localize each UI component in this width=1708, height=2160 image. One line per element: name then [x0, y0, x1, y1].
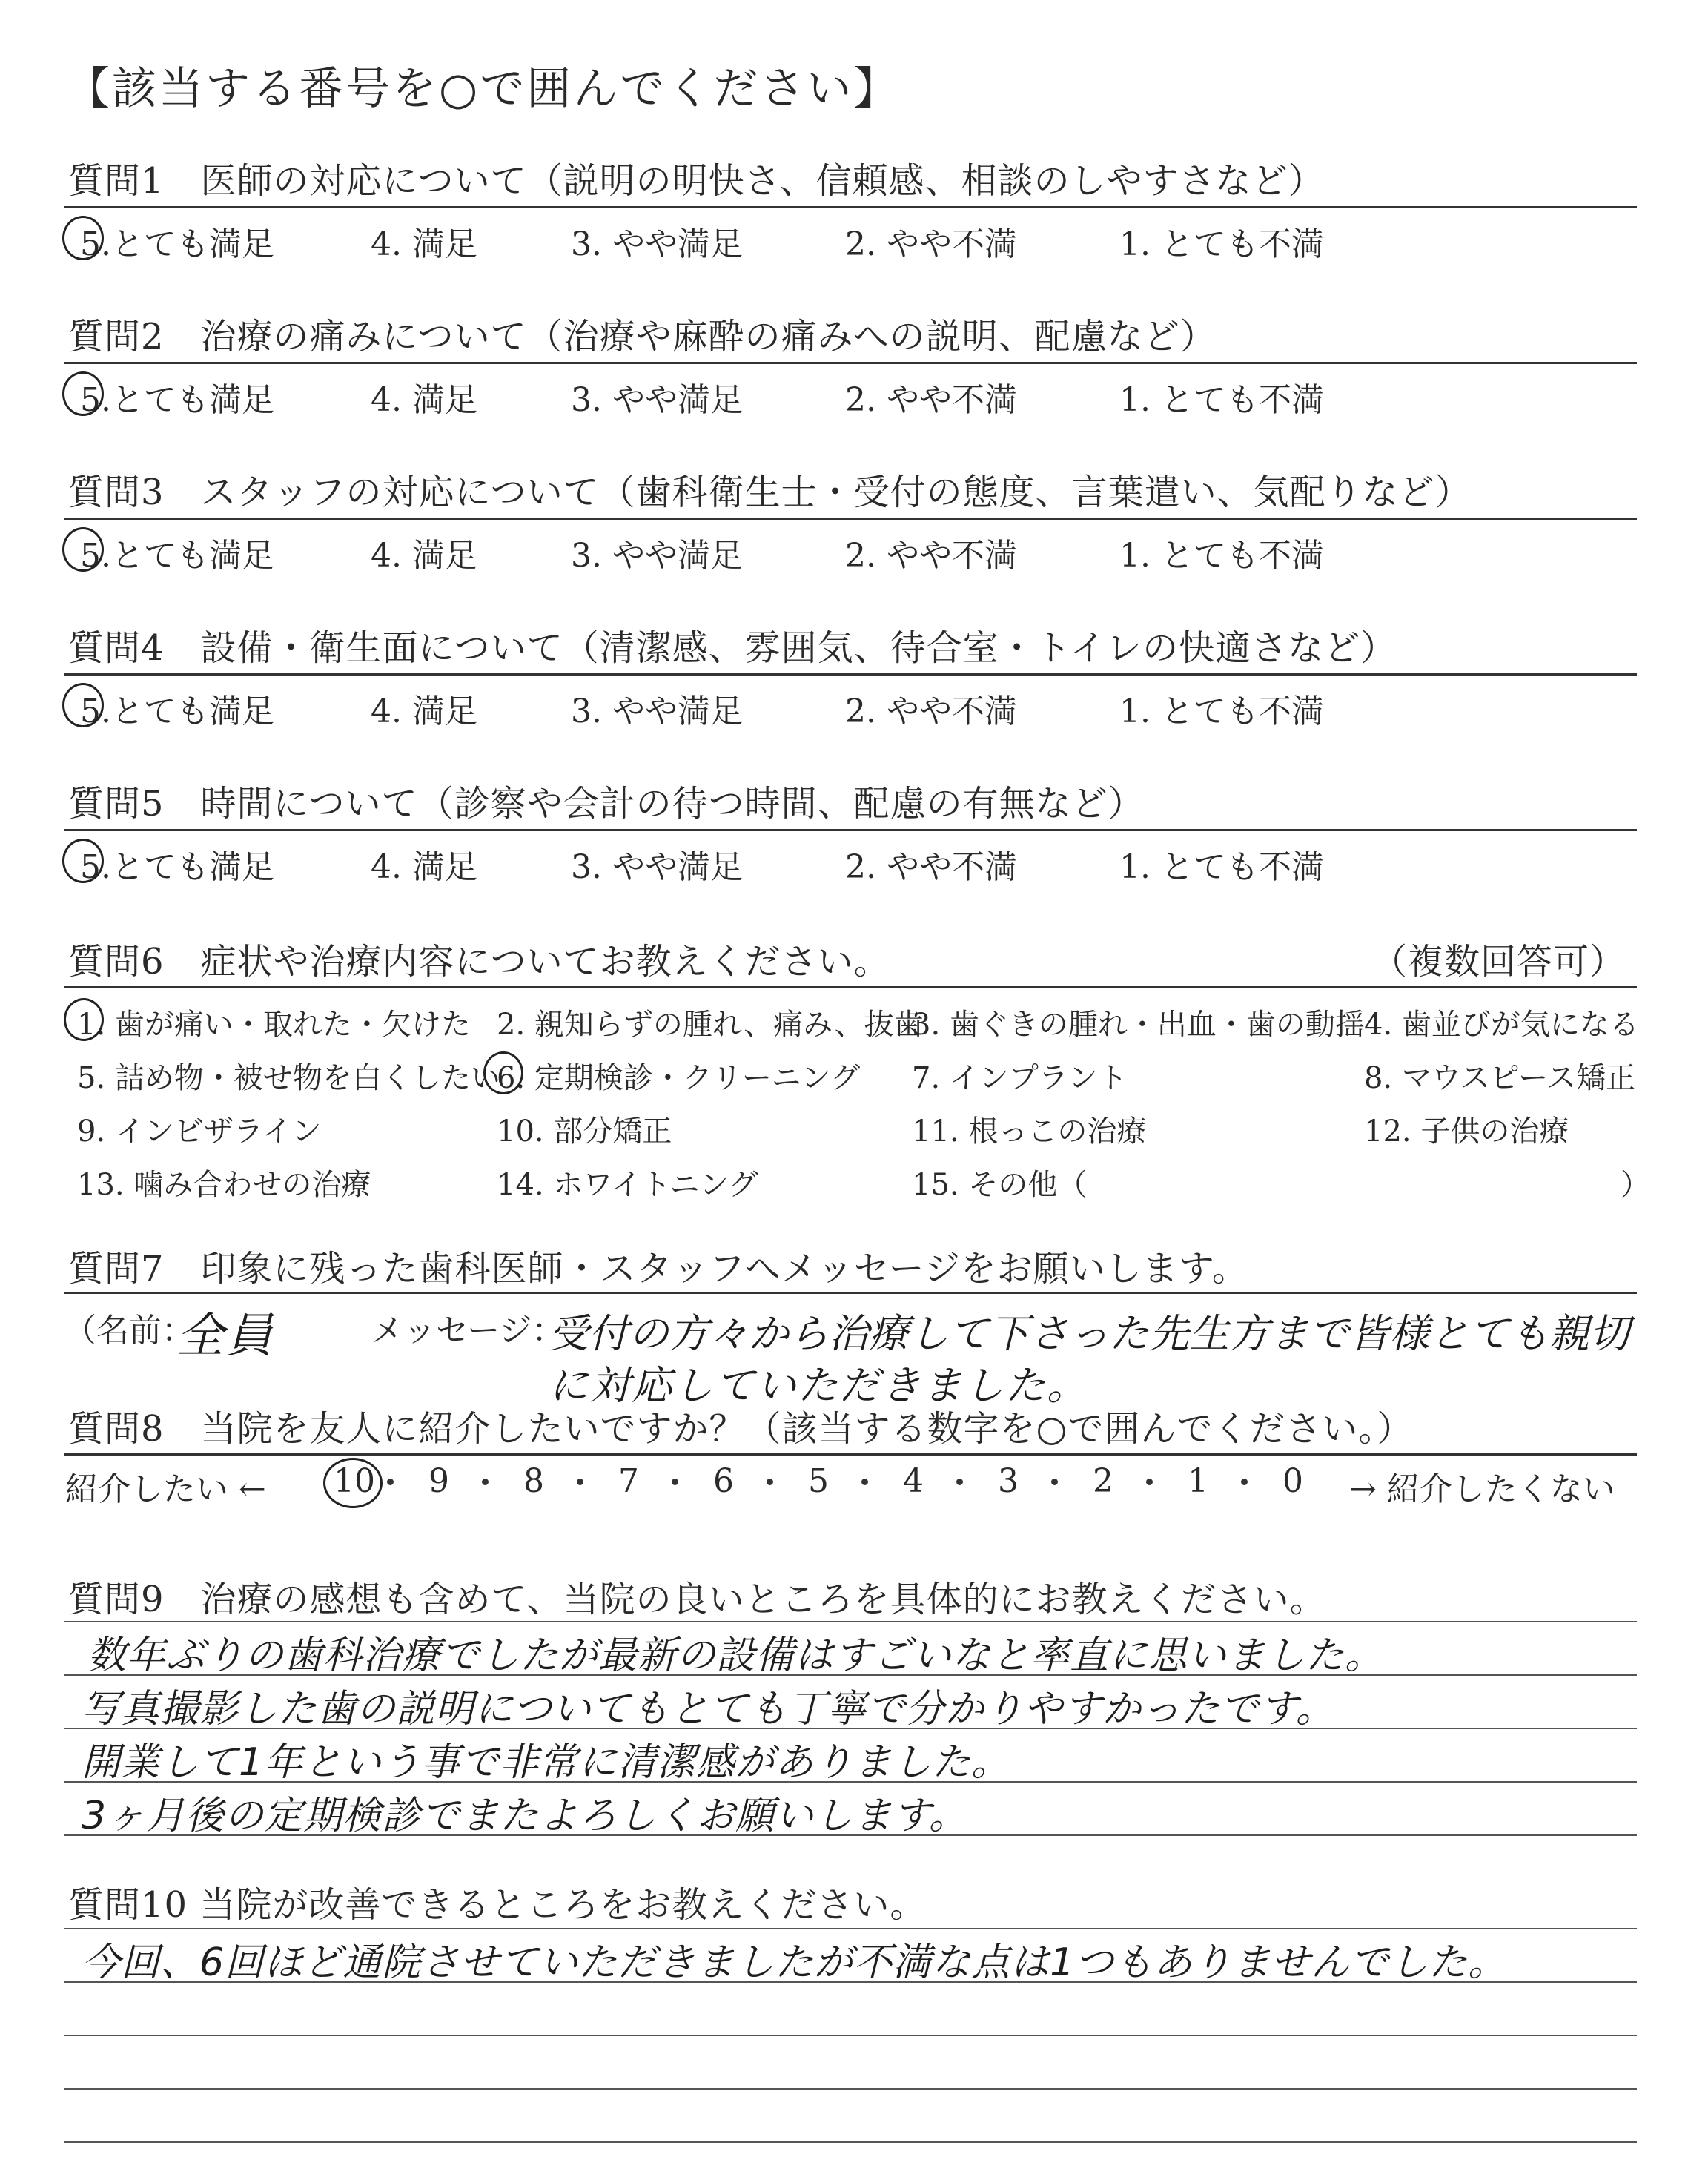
q9-answer-line-1: 数年ぶりの歯科治療でしたが最新の設備はすごいなと率直に思いました。	[87, 1634, 1385, 1678]
q1-option-5[interactable]: 5.とても満足	[80, 225, 274, 263]
q6-option-6[interactable]: 6. 定期検診・クリーニング	[497, 1061, 861, 1095]
q7-message-label: メッセージ：	[371, 1312, 565, 1350]
q6-option-5[interactable]: 5. 詰め物・被せ物を白くしたい	[77, 1061, 500, 1095]
q8-scale-5[interactable]: 5	[808, 1462, 829, 1500]
q7-name-value: 全員	[176, 1309, 274, 1364]
q2-rule	[64, 362, 1637, 364]
q4-selection-circle	[62, 683, 104, 727]
q9-answer-line-3: 開業して1年という事で非常に清潔感がありました。	[82, 1740, 1011, 1785]
q9-rule-1	[64, 1621, 1637, 1622]
q8-scale-separator	[1241, 1479, 1248, 1485]
q6-option-9[interactable]: 9. インビザライン	[77, 1114, 322, 1149]
q6-option-12[interactable]: 12. 子供の治療	[1364, 1114, 1569, 1149]
q3-rule	[64, 518, 1637, 520]
q4-option-4[interactable]: 4. 満足	[371, 693, 477, 730]
q8-scale-separator	[1051, 1479, 1058, 1485]
q6-option-10[interactable]: 10. 部分矯正	[497, 1114, 672, 1149]
q5-selection-circle	[62, 839, 104, 883]
q6-option-3[interactable]: 3. 歯ぐきの腫れ・出血・歯の動揺	[912, 1008, 1365, 1042]
q9-title: 質問9 治療の感想も含めて、当院の良いところを具体的にお教えください。	[68, 1579, 1326, 1620]
q1-option-4[interactable]: 4. 満足	[371, 225, 477, 263]
q6-option-8[interactable]: 8. マウスピース矯正	[1364, 1061, 1636, 1095]
q1-option-2[interactable]: 2. やや不満	[845, 225, 1017, 263]
q4-title: 質問4 設備・衛生面について（清潔感、雰囲気、待合室・トイレの快適さなど）	[68, 627, 1397, 669]
q6-option-14[interactable]: 14. ホワイトニング	[497, 1168, 758, 1202]
q8-right-label: → 紹介したくない	[1349, 1470, 1615, 1508]
q10-rule-5	[64, 2141, 1637, 2143]
q5-option-4[interactable]: 4. 満足	[371, 848, 477, 886]
q5-title: 質問5 時間について（診察や会計の待つ時間、配慮の有無など）	[68, 783, 1145, 825]
q2-option-2[interactable]: 2. やや不満	[845, 381, 1017, 419]
q8-scale-2[interactable]: 2	[1093, 1462, 1113, 1500]
q10-rule-3	[64, 2035, 1637, 2036]
q7-name-label: （名前：	[64, 1312, 194, 1350]
q8-selection-circle	[323, 1458, 383, 1508]
q10-answer-line-1: 今回、6回ほど通院させていただきましたが不満な点は1つもありませんでした。	[82, 1941, 1508, 1985]
q8-scale-10[interactable]: 10	[334, 1462, 375, 1500]
q10-rule-1	[64, 1928, 1637, 1929]
q6-option-13[interactable]: 13. 噛み合わせの治療	[77, 1168, 371, 1202]
q2-selection-circle	[62, 371, 104, 416]
q8-scale-separator	[767, 1479, 773, 1485]
q8-scale-3[interactable]: 3	[998, 1462, 1019, 1500]
q6-option-11[interactable]: 11. 根っこの治療	[912, 1114, 1147, 1149]
q3-option-1[interactable]: 1. とても不満	[1119, 537, 1324, 575]
q6-note: （複数回答可）	[1371, 941, 1626, 982]
q5-rule	[64, 829, 1637, 831]
q5-option-5[interactable]: 5.とても満足	[80, 848, 274, 886]
q6-title: 質問6 症状や治療内容についてお教えください。	[68, 941, 890, 982]
q3-selection-circle	[62, 527, 104, 572]
q4-option-5[interactable]: 5.とても満足	[80, 693, 274, 730]
q6-selection-circle-1	[64, 998, 104, 1041]
q1-selection-circle	[62, 216, 104, 260]
q4-option-1[interactable]: 1. とても不満	[1119, 693, 1324, 730]
q8-title: 質問8 当院を友人に紹介したいですか？（該当する数字を○で囲んでください。）	[68, 1408, 1414, 1450]
q4-rule	[64, 673, 1637, 676]
q1-title: 質問1 医師の対応について（説明の明快さ、信頼感、相談のしやすさなど）	[68, 160, 1325, 202]
q7-rule	[64, 1292, 1637, 1294]
q6-selection-circle-6	[483, 1051, 523, 1094]
q8-scale-separator	[672, 1479, 678, 1485]
q10-rule-4	[64, 2088, 1637, 2090]
q8-scale-separator	[1146, 1479, 1153, 1485]
q8-rule	[64, 1453, 1637, 1456]
q8-scale-separator	[861, 1479, 868, 1485]
q1-rule	[64, 206, 1637, 208]
q8-scale-4[interactable]: 4	[903, 1462, 924, 1500]
q9-answer-line-4: 3ヶ月後の定期検診でまたよろしくお願いします。	[82, 1794, 968, 1838]
q1-option-3[interactable]: 3. やや満足	[571, 225, 743, 263]
q1-option-1[interactable]: 1. とても不満	[1119, 225, 1324, 263]
q6-option-1[interactable]: 1. 歯が痛い・取れた・欠けた	[77, 1008, 471, 1042]
q3-option-4[interactable]: 4. 満足	[371, 537, 477, 575]
q4-option-3[interactable]: 3. やや満足	[571, 693, 743, 730]
q6-option-15[interactable]: 15. その他（	[912, 1168, 1088, 1202]
q2-option-3[interactable]: 3. やや満足	[571, 381, 743, 419]
q3-option-3[interactable]: 3. やや満足	[571, 537, 743, 575]
q6-option-2[interactable]: 2. 親知らずの腫れ、痛み、抜歯	[497, 1008, 924, 1042]
q6-option-15-close[interactable]: ）	[1621, 1168, 1650, 1202]
q8-scale-separator	[577, 1479, 583, 1485]
form-heading: 【該当する番号を○で囲んでください】	[65, 63, 901, 115]
q2-option-5[interactable]: 5.とても満足	[80, 381, 274, 419]
q5-option-2[interactable]: 2. やや不満	[845, 848, 1017, 886]
q2-option-4[interactable]: 4. 満足	[371, 381, 477, 419]
q8-scale-separator	[387, 1479, 394, 1485]
q8-scale-7[interactable]: 7	[618, 1462, 639, 1500]
q5-option-3[interactable]: 3. やや満足	[571, 848, 743, 886]
q7-title: 質問7 印象に残った歯科医師・スタッフへメッセージをお願いします。	[68, 1248, 1248, 1289]
q4-option-2[interactable]: 2. やや不満	[845, 693, 1017, 730]
q3-option-5[interactable]: 5.とても満足	[80, 537, 274, 575]
q8-left-label: 紹介したい ←	[65, 1470, 266, 1508]
q8-scale-1[interactable]: 1	[1188, 1462, 1208, 1500]
q7-message-line2: に対応していただきました。	[549, 1362, 1088, 1409]
q8-scale-separator	[956, 1479, 963, 1485]
q7-message-line1: 受付の方々から治療して下さった先生方まで皆様とても親切	[549, 1310, 1629, 1357]
q8-scale-8[interactable]: 8	[523, 1462, 544, 1500]
q9-answer-line-2: 写真撮影した歯の説明についてもとても丁寧で分かりやすかったです。	[82, 1687, 1335, 1731]
q8-scale-6[interactable]: 6	[713, 1462, 734, 1500]
q3-option-2[interactable]: 2. やや不満	[845, 537, 1017, 575]
q3-title: 質問3 スタッフの対応について（歯科衛生士・受付の態度、言葉遣い、気配りなど）	[68, 472, 1472, 513]
q6-option-7[interactable]: 7. インプラント	[912, 1061, 1128, 1095]
q2-title: 質問2 治療の痛みについて（治療や麻酔の痛みへの説明、配慮など）	[68, 316, 1217, 357]
q8-scale-9[interactable]: 9	[428, 1462, 449, 1500]
q2-option-1[interactable]: 1. とても不満	[1119, 381, 1324, 419]
q10-title: 質問10 当院が改善できるところをお教えください。	[68, 1884, 927, 1926]
q6-option-4[interactable]: 4. 歯並びが気になる	[1364, 1008, 1639, 1042]
q8-scale-0[interactable]: 0	[1282, 1462, 1303, 1500]
q8-scale-separator	[482, 1479, 489, 1485]
q5-option-1[interactable]: 1. とても不満	[1119, 848, 1324, 886]
q6-rule	[64, 986, 1637, 988]
